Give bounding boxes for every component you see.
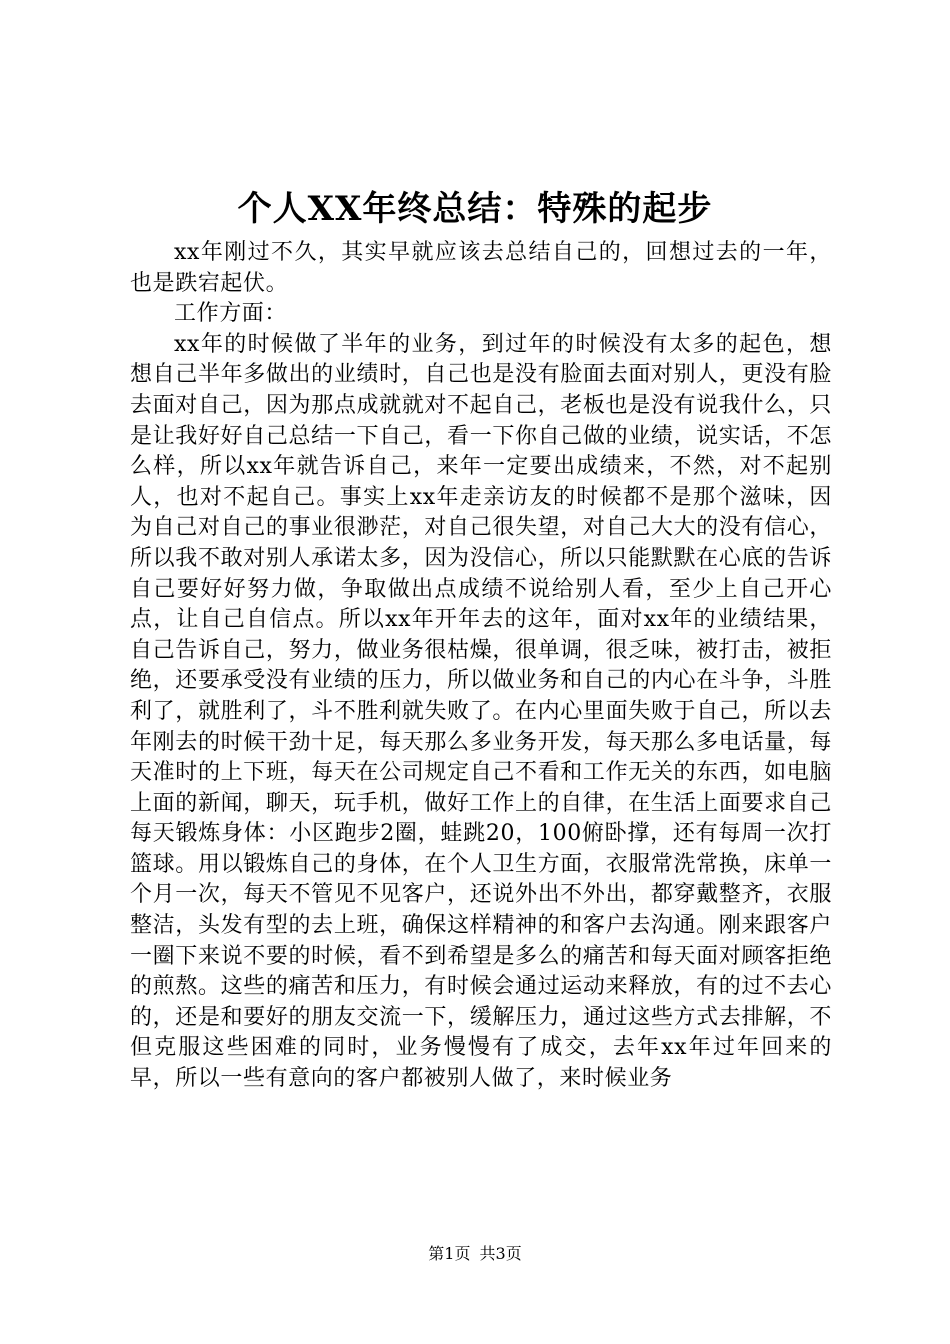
page-number-current: 第1页 — [428, 1244, 471, 1263]
document-body — [130, 238, 832, 1095]
paragraph-work-heading: 工作方面： — [174, 301, 288, 327]
paragraph-work-content: xx年的时候做了半年的业务，到过年的时候没有太多的起色，想想自己半年多做出的业绩时，自己也是没有脸面去面对别人，更没有脸去面对自己，因为那点成就就对不起自己，老板也是没有说我什么，只是让我好好自己总结一下自己，看一下你自己做的业绩，说实话，不怎么样，所以xx年就告诉自己，来年一定要出成绩来，不然，对不起别人，也对不起自己。事实上xx年走亲访友的时候都不是那个滋味，因为自己对自己的事业很渺茫，对自己很失望，对自己大大的没有信心，所以我不敢对别人承诺太多，因为没信心，所以只能默默在心底的告诉自己要好好努力做，争取做出点成绩不说给别人看，至少上自己开心点，让自己自信点。所以xx年开年去的这年，面对xx年的业绩结果，自己告诉自己，努力，做业务很枯燥，很单调，很乏味，被打击，被拒绝，还要承受没有业绩的压力，所以做业务和自己的内心在斗争，斗胜利了，就胜利了，斗不胜利就失败了。在内心里面失败于自己，所以去年刚去的时候干劲十足，每天那么多业务开发，每天那么多电话量，每天准时的上下班，每天在公司规定自己不看和工作无关的东西，如电脑上面的新闻，聊天，玩手机，做好工作上的自律，在生活上面要求自己每天锻炼身体：小区跑步2圈，蛙跳20，100俯卧撑，还有每周一次打篮球。用以锻炼自己的身体，在个人卫生方面，衣服常洗常换，床单一个月一次，每天不管见不见客户，还说外出不外出，都穿戴整齐，衣服整洁，头发有型的去上班，确保这样精神的和客户去沟通。刚来跟客户一圈下来说不要的时候，看不到希望是多么的痛苦和每天面对顾客拒绝的煎熬。这些的痛苦和压力，有时候会通过运动来释放，有的过不去心的，还是和要好的朋友交流一下，缓解压力，通过这些方式去排解，不但克服这些困难的同时，业务慢慢有了成交，去年xx年过年回来的早，所以一些有意向的客户都被别人做了，来时候业务 — [130, 331, 832, 1092]
page-number-total: 共3页 — [479, 1244, 522, 1263]
document-title: 个人XX年终总结：特殊的起步 — [237, 189, 713, 229]
page-footer — [0, 1243, 950, 1265]
paragraph-intro: xx年刚过不久，其实早就应该去总结自己的，回想过去的一年，也是跌宕起伏。 — [130, 240, 832, 296]
